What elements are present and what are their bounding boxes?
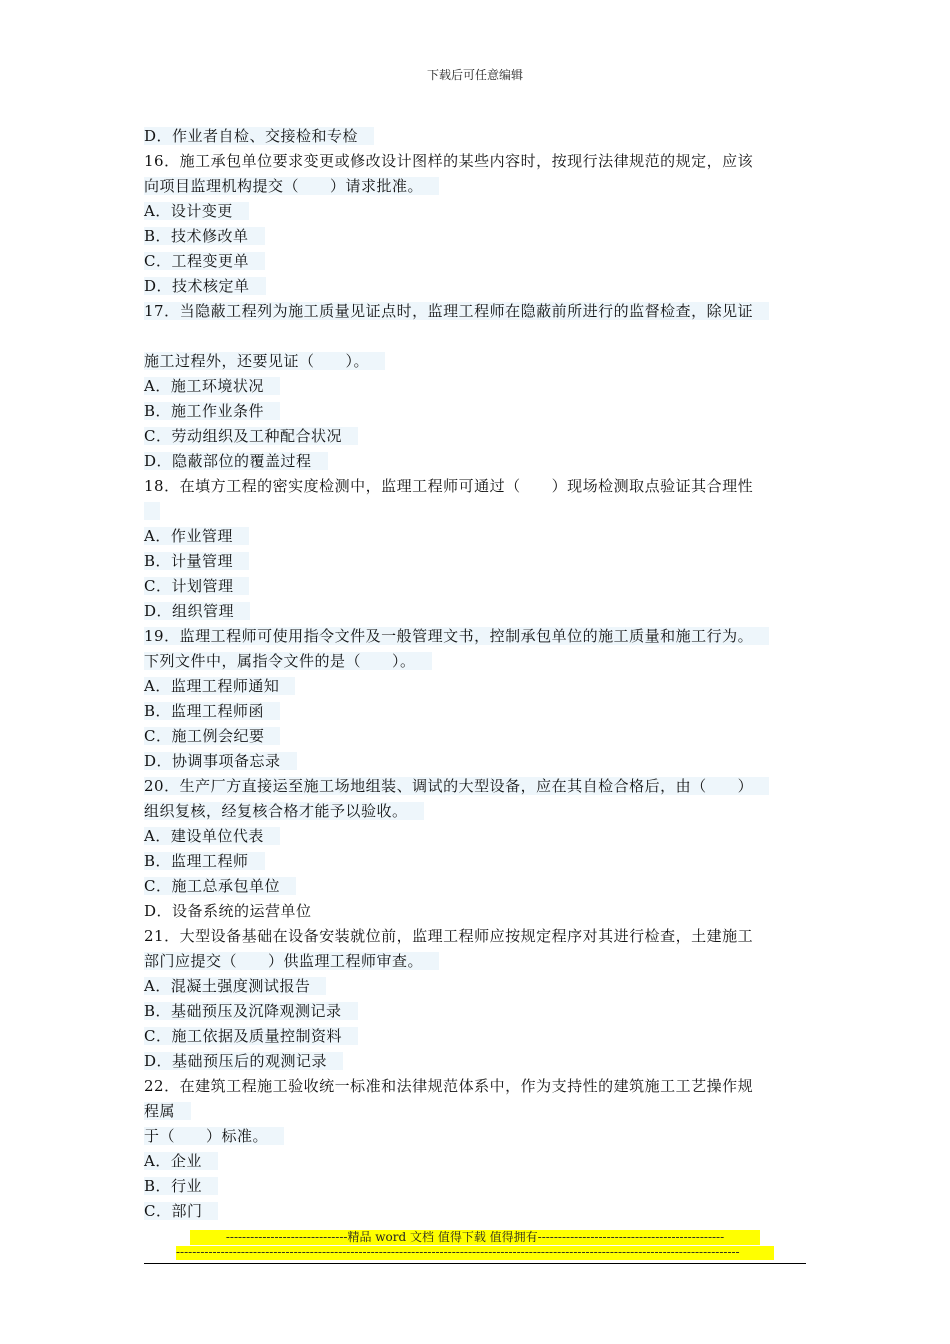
line-text: B．计量管理 [144,552,249,570]
text-line [144,674,808,699]
text-line [144,774,808,799]
line-text: D．技术核定单 [144,277,266,295]
text-line [144,424,808,449]
footer-rule [144,1263,806,1264]
text-line [144,524,808,549]
line-text: D．隐蔽部位的覆盖过程 [144,452,328,470]
text-line [144,199,808,224]
text-line [144,224,808,249]
footer-banner: ------------------------------精品 word 文档 值得下载 值得拥有---------------------------------------------- [190,1230,760,1245]
text-line [144,1199,808,1224]
text-line [144,824,808,849]
text-line [144,374,808,399]
line-text: D．组织管理 [144,602,250,620]
text-line [144,174,808,199]
text-line [144,974,808,999]
text-line [144,149,808,174]
line-text: 向项目监理机构提交（ ）请求批准。 [144,177,439,195]
text-line [144,799,808,824]
line-text: A．建设单位代表 [144,827,280,845]
line-text: D．协调事项备忘录 [144,752,297,770]
line-text: 19．监理工程师可使用指令文件及一般管理文书，控制承包单位的施工质量和施工行为。 [144,627,769,645]
text-line [144,999,808,1024]
line-text: 组织复核，经复核合格才能予以验收。 [144,802,424,820]
text-line [144,1074,808,1099]
text-line [144,574,808,599]
line-text: 17．当隐蔽工程列为施工质量见证点时，监理工程师在隐蔽前所进行的监督检查，除见证 [144,302,769,320]
text-line [144,299,808,324]
document-body [144,124,808,1224]
line-text: B．监理工程师 [144,852,265,870]
page-header: 下载后可任意编辑 [426,68,523,82]
text-line [144,849,808,874]
text-line [144,899,808,924]
line-text: A．混凝土强度测试报告 [144,977,326,995]
text-line [144,724,808,749]
line-text: B．施工作业条件 [144,402,280,420]
text-line [144,1049,808,1074]
line-text: 程属 [144,1102,191,1120]
line-text: D．作业者自检、交接检和专检 [144,127,374,145]
line-text: A．监理工程师通知 [144,677,295,695]
line-text: 部门应提交（ ）供监理工程师审查。 [144,952,439,970]
text-line [144,399,808,424]
line-text: C．施工依据及质量控制资料 [144,1027,358,1045]
text-line [144,1024,808,1049]
text-line [144,274,808,299]
text-line [144,749,808,774]
line-text: 施工过程外，还要见证（ ）。 [144,352,385,370]
line-text: C．施工总承包单位 [144,877,296,895]
line-text: A．作业管理 [144,527,249,545]
line-text: B．基础预压及沉降观测记录 [144,1002,358,1020]
text-line [144,324,808,349]
line-text: B．监理工程师函 [144,702,280,720]
text-line [144,1149,808,1174]
line-text: 21．大型设备基础在设备安装就位前，监理工程师应按规定程序对其进行检查，土建施工 [144,927,754,945]
line-text: A．企业 [144,1152,218,1170]
text-line [144,474,808,499]
text-line [144,124,808,149]
text-line [144,1099,808,1124]
line-text: C．施工例会纪要 [144,727,280,745]
text-line [144,349,808,374]
line-text: 22．在建筑工程施工验收统一标准和法律规范体系中，作为支持性的建筑施工工艺操作规 [144,1077,754,1095]
text-line [144,949,808,974]
text-line [144,924,808,949]
line-text [144,502,160,520]
text-line [144,874,808,899]
line-text: D．基础预压后的观测记录 [144,1052,343,1070]
footer-banner-dashes: ------------------------------------------------------------------------------------------------------------------------------------------- [176,1246,774,1260]
line-text: 16．施工承包单位要求变更或修改设计图样的某些内容时，按现行法律规范的规定，应该 [144,152,754,170]
text-line [144,549,808,574]
line-text: A．施工环境状况 [144,377,280,395]
line-text: C．工程变更单 [144,252,265,270]
line-text: C．计划管理 [144,577,249,595]
line-text: 18．在填方工程的密实度检测中，监理工程师可通过（ ）现场检测取点验证其合理性 [144,477,754,495]
line-text: A．设计变更 [144,202,249,220]
text-line [144,449,808,474]
line-text: C．部门 [144,1202,218,1220]
text-line [144,1124,808,1149]
text-line [144,499,808,524]
text-line [144,699,808,724]
line-text: B．技术修改单 [144,227,265,245]
line-text: 于（ ）标准。 [144,1127,284,1145]
line-text: B．行业 [144,1177,218,1195]
line-text: D．设备系统的运营单位 [144,902,312,920]
text-line [144,624,808,649]
text-line [144,599,808,624]
line-text: 下列文件中，属指令文件的是（ ）。 [144,652,432,670]
text-line [144,649,808,674]
line-text: 20．生产厂方直接运至施工场地组装、调试的大型设备，应在其自检合格后，由（ ） [144,777,769,795]
line-text: C．劳动组织及工种配合状况 [144,427,358,445]
text-line [144,249,808,274]
text-line [144,1174,808,1199]
